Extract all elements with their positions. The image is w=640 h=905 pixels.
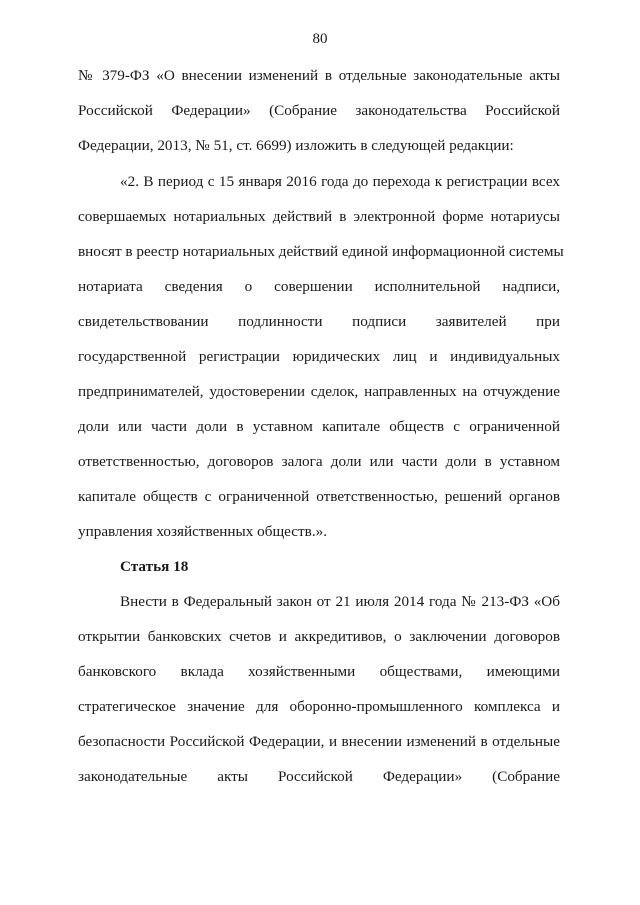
paragraph-line: предпринимателей, удостоверении сделок, направленных на отчуждение: [78, 383, 560, 400]
paragraph-line: нотариата сведения о совершении исполнительной надписи,: [78, 278, 560, 295]
paragraph-line: Внести в Федеральный закон от 21 июля 2014 года № 213-ФЗ «Об: [120, 593, 560, 610]
paragraph-line: доли или части доли в уставном капитале обществ с ограниченной: [78, 418, 560, 435]
paragraph-line: № 379-ФЗ «О внесении изменений в отдельные законодательные акты: [78, 67, 560, 84]
paragraph-line: стратегическое значение для оборонно-промышленного комплекса и: [78, 698, 560, 715]
paragraph-line: совершаемых нотариальных действий в электронной форме нотариусы: [78, 208, 560, 225]
paragraph-line: вносят в реестр нотариальных действий единой информационной системы: [78, 243, 564, 260]
paragraph-line: Федерации, 2013, № 51, ст. 6699) изложить в следующей редакции:: [78, 137, 514, 154]
paragraph-line: свидетельствовании подлинности подписи заявителей при: [78, 313, 560, 330]
article-heading: Статья 18: [120, 558, 189, 575]
paragraph-line: банковского вклада хозяйственными обществами, имеющими: [78, 663, 560, 680]
paragraph-line: «2. В период с 15 января 2016 года до перехода к регистрации всех: [120, 173, 560, 190]
paragraph-line: Российской Федерации» (Собрание законодательства Российской: [78, 102, 560, 119]
paragraph-line: управления хозяйственных обществ.».: [78, 523, 328, 540]
paragraph-line: государственной регистрации юридических лиц и индивидуальных: [78, 348, 560, 365]
paragraph-line: капитале обществ с ограниченной ответственностью, решений органов: [78, 488, 560, 505]
paragraph-line: ответственностью, договоров залога доли или части доли в уставном: [78, 453, 560, 470]
paragraph-line: безопасности Российской Федерации, и внесении изменений в отдельные: [78, 733, 560, 750]
page-number: 80: [312, 31, 328, 47]
paragraph-line: законодательные акты Российской Федерации» (Собрание: [78, 768, 560, 785]
paragraph-line: открытии банковских счетов и аккредитивов, о заключении договоров: [78, 628, 560, 645]
